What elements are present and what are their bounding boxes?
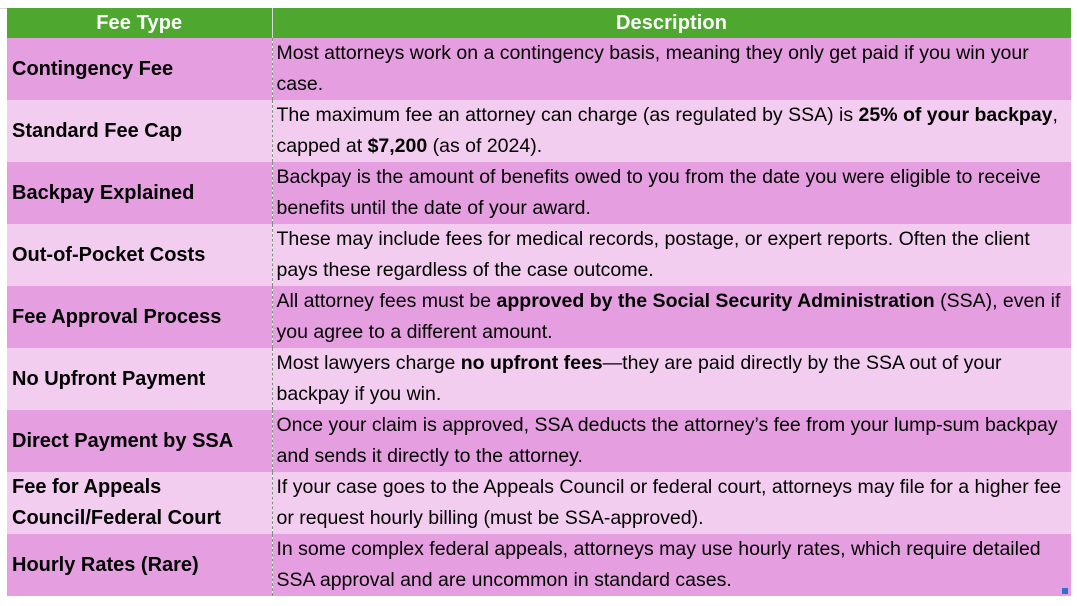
fee-type-cell[interactable]: Backpay Explained xyxy=(7,162,272,224)
table-row xyxy=(7,534,1071,596)
table-row xyxy=(7,472,1071,534)
selection-fill-handle[interactable] xyxy=(1062,588,1068,594)
table-row xyxy=(7,162,1071,224)
description-bold-text: approved by the Social Security Administration xyxy=(496,290,935,312)
fee-type-cell[interactable]: Contingency Fee xyxy=(7,38,272,100)
description-text: The maximum fee an attorney can charge (as regulated by SSA) is xyxy=(276,104,859,126)
description-text: (as of 2024). xyxy=(427,135,543,157)
description-text: In some complex federal appeals, attorneys may use hourly rates, which require detailed SSA approval and are uncommon in standard cases. xyxy=(276,538,1041,591)
description-text: Most lawyers charge xyxy=(276,352,461,374)
description-cell[interactable] xyxy=(272,534,1071,596)
fee-type-cell[interactable]: Out-of-Pocket Costs xyxy=(7,224,272,286)
description-cell[interactable] xyxy=(272,162,1071,224)
description-cell[interactable] xyxy=(272,286,1071,348)
description-cell[interactable] xyxy=(272,410,1071,472)
description-text: If your case goes to the Appeals Council or federal court, attorneys may file for a higher fee or request hourly billing (must be SSA-approved). xyxy=(276,476,1062,529)
fee-type-cell[interactable]: Standard Fee Cap xyxy=(7,100,272,162)
description-cell[interactable] xyxy=(272,348,1071,410)
description-text: , capped at xyxy=(276,104,1058,157)
table-body xyxy=(7,38,1071,596)
description-text: (SSA), even if you agree to a different amount. xyxy=(276,290,1061,343)
header-cell-fee-type[interactable]: Fee Type xyxy=(7,8,272,38)
description-bold-text: $7,200 xyxy=(367,135,428,157)
description-text: Once your claim is approved, SSA deducts the attorney’s fee from your lump-sum backpay and sends it directly to the attorney. xyxy=(276,414,1058,467)
description-cell[interactable] xyxy=(272,100,1071,162)
description-text: All attorney fees must be xyxy=(276,290,497,312)
fee-type-cell[interactable]: Direct Payment by SSA xyxy=(7,410,272,472)
description-text: These may include fees for medical records, postage, or expert reports. Often the client pays these regardless of the case outcome. xyxy=(276,228,1030,281)
sheet-right-margin xyxy=(1071,8,1077,606)
description-text: Most attorneys work on a contingency basis, meaning they only get paid if you win your case. xyxy=(276,42,1029,95)
table-row xyxy=(7,410,1071,472)
fee-type-cell[interactable]: Hourly Rates (Rare) xyxy=(7,534,272,596)
description-text: —they are paid directly by the SSA out of your backpay if you win. xyxy=(276,352,1002,405)
description-cell[interactable] xyxy=(272,224,1071,286)
table-row xyxy=(7,286,1071,348)
table-row xyxy=(7,348,1071,410)
description-cell[interactable] xyxy=(272,38,1071,100)
fee-type-cell[interactable]: No Upfront Payment xyxy=(7,348,272,410)
header-cell-description[interactable]: Description xyxy=(272,8,1071,38)
fee-type-cell[interactable]: Fee Approval Process xyxy=(7,286,272,348)
description-bold-text: 25% of your backpay xyxy=(858,104,1053,126)
fee-table xyxy=(7,8,1072,596)
fee-type-cell[interactable]: Fee for Appeals Council/Federal Court xyxy=(7,472,272,534)
table-row xyxy=(7,100,1071,162)
table-row xyxy=(7,38,1071,100)
table-row xyxy=(7,224,1071,286)
description-bold-text: no upfront fees xyxy=(460,352,603,374)
description-cell[interactable] xyxy=(272,472,1071,534)
description-text: Backpay is the amount of benefits owed to you from the date you were eligible to receive benefits until the date of your award. xyxy=(276,166,1041,219)
header-row xyxy=(7,8,1071,38)
